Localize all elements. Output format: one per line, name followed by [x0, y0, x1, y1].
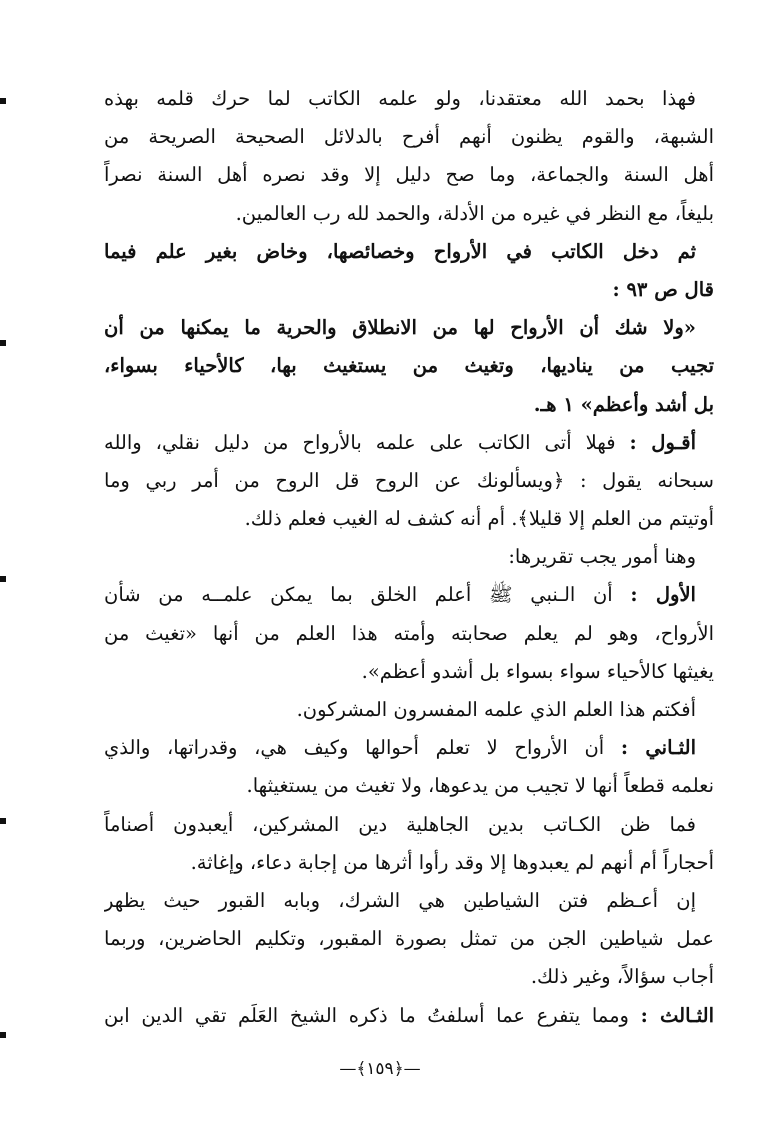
text-line [104, 767, 714, 805]
text-line [104, 156, 714, 194]
page-edge-mark [0, 340, 6, 346]
text-line-content: قال ص ٩٣ : [612, 277, 714, 301]
text-line-content: أوتيتم من العلم إلا قليلا﴾. أم أنه كشف له الغيب فعلم ذلك. [244, 507, 714, 531]
page-edge-mark [0, 576, 6, 582]
text-line-content: بليغاً، مع النظر في غيره من الأدلة، والحمد لله رب العالمين. [235, 201, 714, 225]
text-line [104, 691, 714, 729]
page-number-ornament-left: —﴿ [393, 1059, 421, 1079]
text-line [104, 958, 714, 996]
section-lead-word: الأول : [630, 583, 696, 607]
page-edge-mark [0, 818, 6, 824]
text-line-content: أن الـنبي ﷺ أعلم الخلق بما يمكن علمــه من شأن [104, 583, 631, 607]
page-number [0, 1058, 760, 1079]
text-line [104, 576, 714, 614]
text-line [104, 920, 714, 958]
text-line [104, 500, 714, 538]
text-line-content: عمل شياطين الجن من تمثل بصورة المقبور، وتكليم الحاضرين، وربما [104, 927, 714, 951]
text-line [104, 309, 714, 347]
text-line-content: أحجاراً أم أنهم لم يعبدوها إلا وقد رأوا أثرها من إجابة دعاء، وإغاثة. [190, 850, 714, 874]
text-line-content: ومما يتفرع عما أسلفتُ ما ذكره الشيخ العَلَم تقي الدين ابن [104, 1003, 641, 1027]
text-line-content: أن الأرواح لا تعلم أحوالها وكيف هي، وقدراتها، والذي [104, 736, 621, 760]
text-line-content: أجاب سؤالاً، وغير ذلك. [530, 965, 714, 989]
text-line [104, 997, 714, 1035]
section-lead-word: الثـالث : [640, 1003, 714, 1027]
text-line-content: الأرواح، وهو لم يعلم صحابته وأمته هذا العلم من أنها «تغيث من [104, 621, 714, 645]
page-number-value: ١٥٩ [366, 1059, 394, 1079]
text-line [104, 462, 714, 500]
section-lead-word: أقـول : [629, 430, 696, 454]
text-line [104, 615, 714, 653]
page-edge-mark [0, 1032, 6, 1038]
text-line-content: يغيثها كالأحياء سواء بسواء بل أشدو أعظم». [361, 659, 714, 683]
text-line-content: أفكتم هذا العلم الذي علمه المفسرون المشركون. [296, 698, 696, 721]
body-text [104, 80, 714, 1035]
text-line [104, 729, 714, 767]
page-number-ornament-right: ﴾— [339, 1059, 367, 1079]
text-line-content: سبحانه يقول : ﴿ويسألونك عن الروح قل الروح من أمر ربي وما [104, 468, 714, 492]
text-line [104, 118, 714, 156]
text-line-content: فهلا أتى الكاتب على علمه بالأرواح من دليل نقلي، والله [104, 430, 630, 454]
text-line-content: وهنا أمور يجب تقريرها: [508, 545, 696, 569]
text-line-content: إن أعـظم فتن الشياطين هي الشرك، وبابه القبور حيث يظهر [104, 888, 696, 912]
text-line [104, 844, 714, 882]
text-line [104, 806, 714, 844]
text-line-content: فما ظن الكـاتب بدين الجاهلية دين المشركين، أيعبدون أصناماً [104, 812, 696, 836]
text-line [104, 538, 714, 576]
text-line [104, 80, 714, 118]
text-line-content: تجيب من يناديها، وتغيث من يستغيث بها، كالأحياء بسواء، [104, 354, 714, 378]
text-line [104, 195, 714, 233]
text-line [104, 347, 714, 385]
text-line-content: بل أشد وأعظم» ١ هـ. [533, 392, 714, 416]
text-line [104, 653, 714, 691]
text-line-content: الشبهة، والقوم يظنون أنهم أفرح بالدلائل الصحيحة الصريحة من [104, 125, 714, 149]
text-line-content: أهل السنة والجماعة، وما صح دليل إلا وقد نصره أهل السنة نصراً [104, 163, 714, 187]
page-edge-mark [0, 98, 6, 104]
text-line-content: «ولا شك أن الأرواح لها من الانطلاق والحرية ما يمكنها من أن [104, 316, 696, 340]
text-line [104, 233, 714, 271]
text-line-content: فهذا بحمد الله معتقدنا، ولو علمه الكاتب لما حرك قلمه بهذه [104, 87, 696, 110]
text-line-content: نعلمه قطعاً أنها لا تجيب من يدعوها، ولا تغيث من يستغيثها. [246, 774, 714, 798]
text-line [104, 882, 714, 920]
text-line [104, 271, 714, 309]
text-line-content: ثم دخل الكاتب في الأرواح وخصائصها، وخاض بغير علم فيما [104, 239, 696, 263]
section-lead-word: الثـاني : [620, 736, 696, 760]
text-line [104, 424, 714, 462]
text-line [104, 386, 714, 424]
